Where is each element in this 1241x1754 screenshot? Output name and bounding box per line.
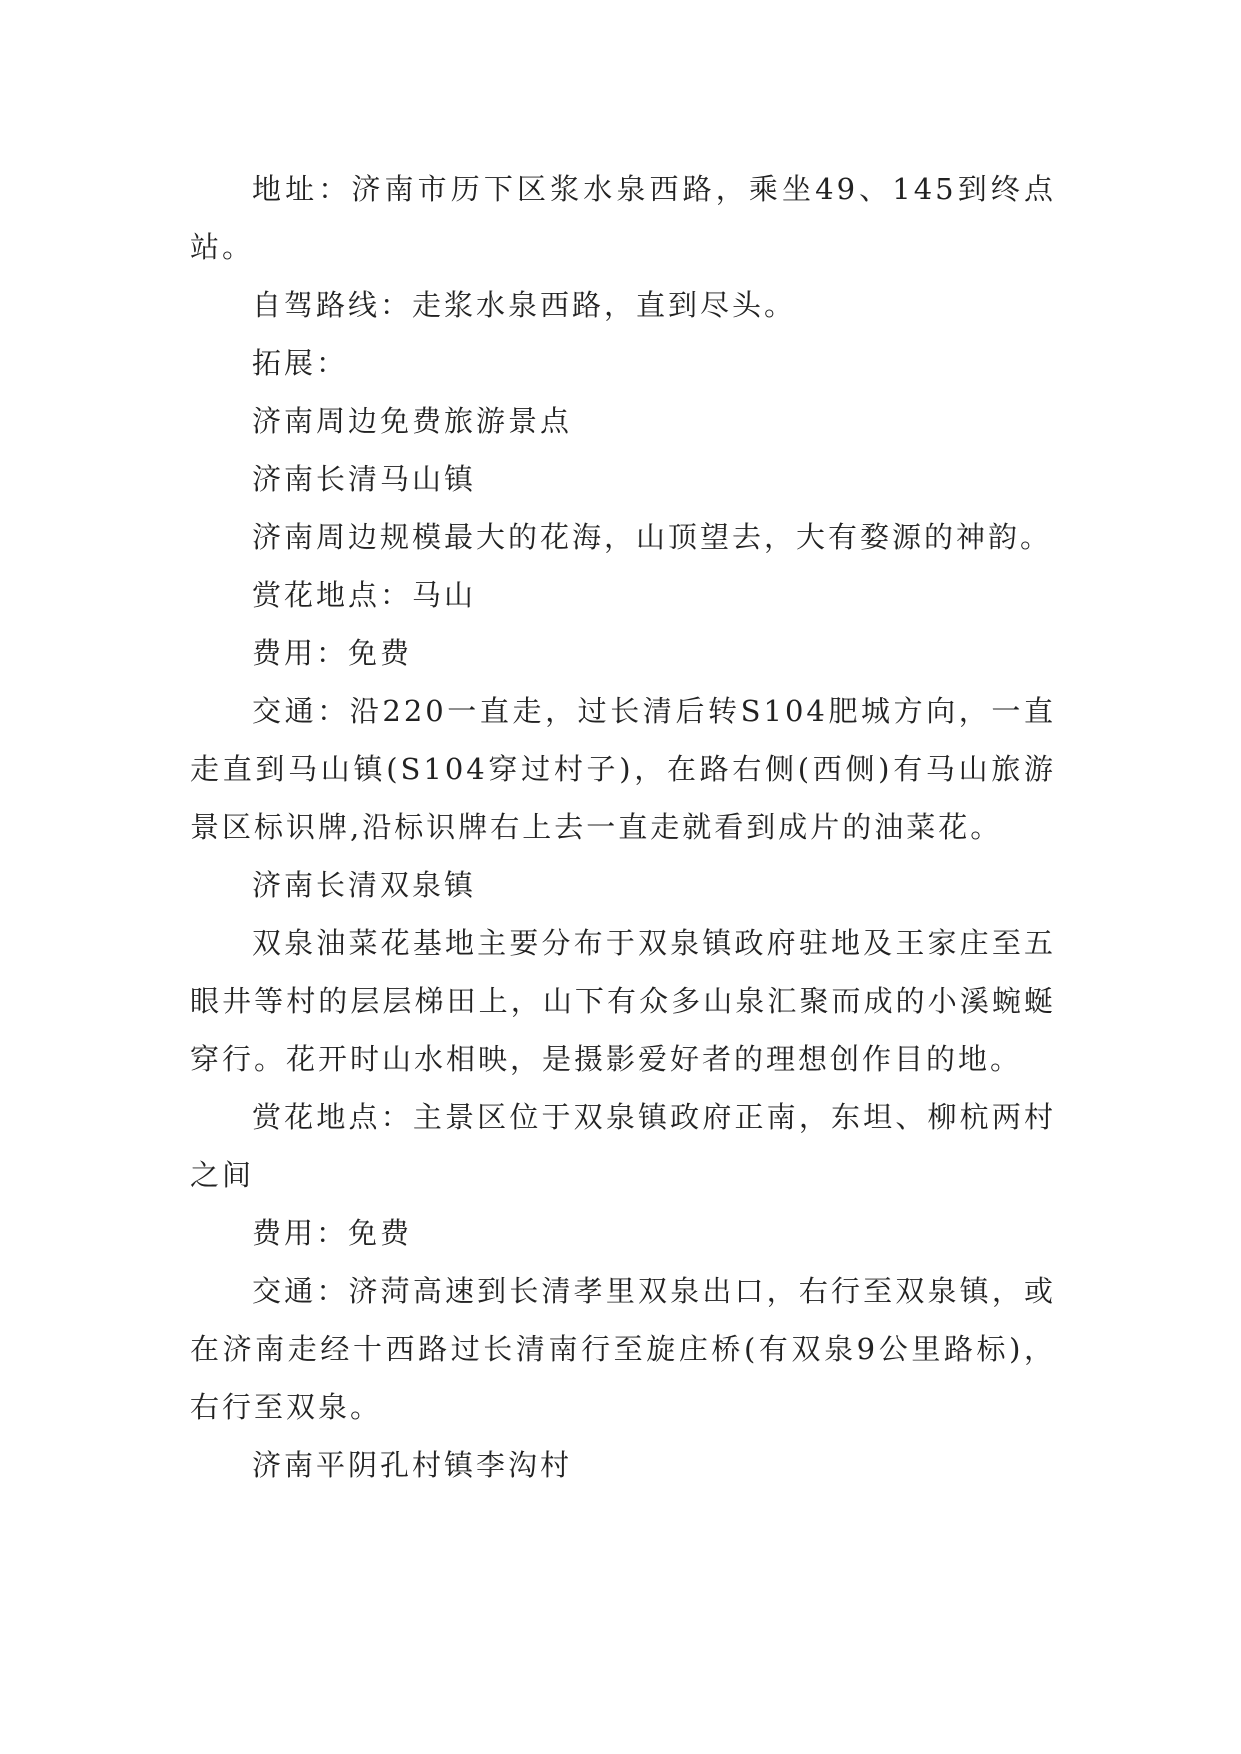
section-heading-mashan: 济南长清马山镇	[252, 462, 477, 496]
extension-label: 拓展：	[252, 346, 349, 380]
driving-route-paragraph: 自驾路线：走浆水泉西路，直到尽头。	[252, 288, 797, 322]
mashan-transport: 交通：沿220一直走，过长清后转S104肥城方向，一直走直到马山镇(S104穿过村子)，在路右侧(西侧)有马山旅游景区标识牌,沿标识牌右上去一直走就看到成片的油菜花。	[190, 694, 1056, 844]
mashan-viewing-location: 赏花地点：马山	[252, 578, 477, 612]
address-paragraph: 地址：济南市历下区浆水泉西路，乘坐49、145到终点站。	[190, 172, 1056, 264]
shuangquan-description: 双泉油菜花基地主要分布于双泉镇政府驻地及王家庄至五眼井等村的层层梯田上，山下有众多山泉汇聚而成的小溪蜿蜒穿行。花开时山水相映，是摄影爱好者的理想创作目的地。	[190, 926, 1056, 1076]
mashan-description: 济南周边规模最大的花海，山顶望去，大有婺源的神韵。	[252, 520, 1053, 554]
mashan-fee: 费用：免费	[252, 636, 413, 670]
section-heading-ligoucun: 济南平阴孔村镇李沟村	[252, 1448, 573, 1482]
section-heading-free-spots: 济南周边免费旅游景点	[252, 404, 573, 438]
shuangquan-viewing-location: 赏花地点：主景区位于双泉镇政府正南，东坦、柳杭两村之间	[190, 1100, 1056, 1192]
shuangquan-transport: 交通：济菏高速到长清孝里双泉出口，右行至双泉镇，或在济南走经十西路过长清南行至旋庄桥(有双泉9公里路标)，右行至双泉。	[190, 1274, 1056, 1424]
section-heading-shuangquan: 济南长清双泉镇	[252, 868, 477, 902]
shuangquan-fee: 费用：免费	[252, 1216, 413, 1250]
document-body	[190, 160, 1056, 1494]
